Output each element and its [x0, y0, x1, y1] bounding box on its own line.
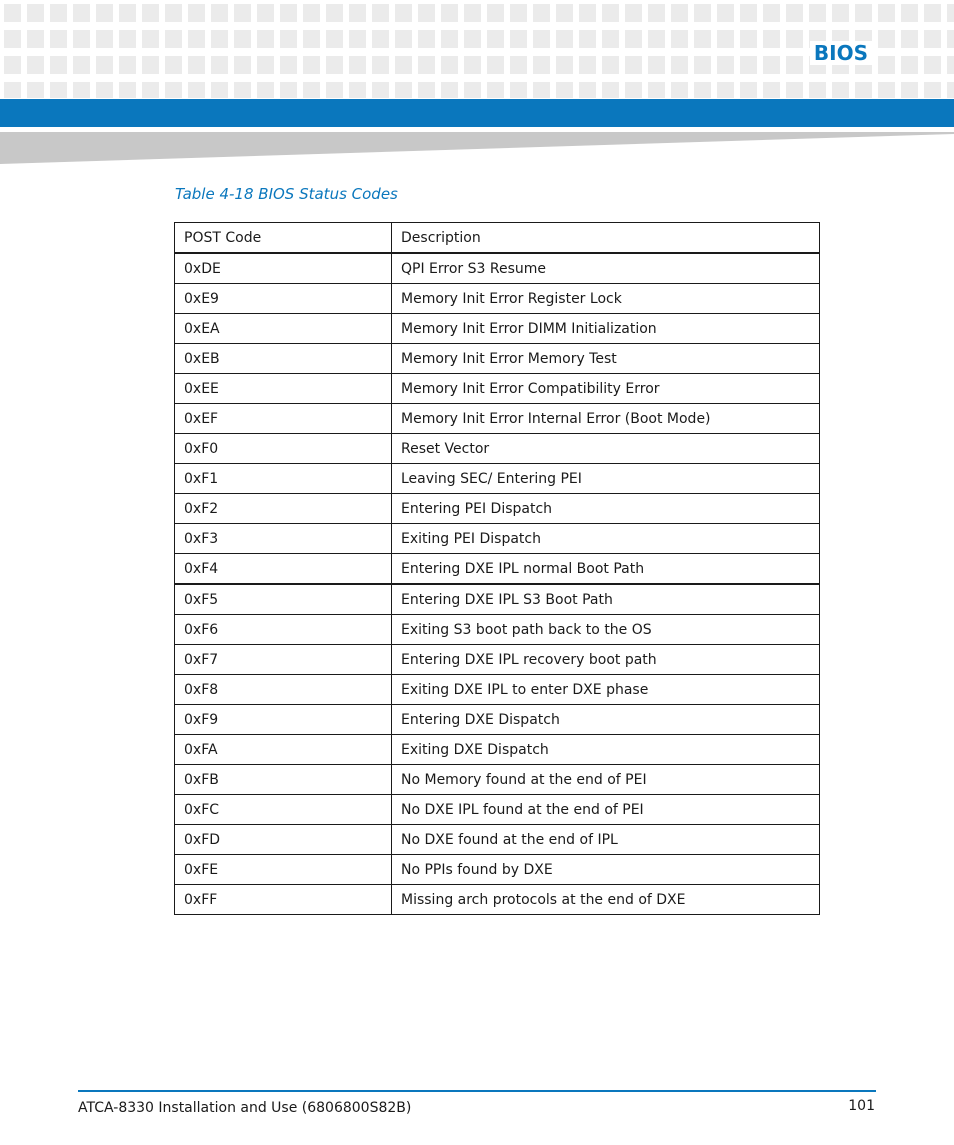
- table-row: [175, 615, 820, 645]
- table-row: [175, 735, 820, 765]
- table-row: [175, 675, 820, 705]
- description-cell: Exiting DXE Dispatch: [392, 735, 820, 765]
- post-code-cell: 0xF2: [175, 494, 392, 524]
- description-cell: Memory Init Error Internal Error (Boot Mode): [392, 404, 820, 434]
- header-blue-bar: [0, 99, 954, 127]
- description-cell: Entering PEI Dispatch: [392, 494, 820, 524]
- table-row: [175, 434, 820, 464]
- description-cell: Missing arch protocols at the end of DXE: [392, 885, 820, 915]
- table-row: [175, 253, 820, 284]
- table-body: [175, 253, 820, 915]
- table-row: [175, 855, 820, 885]
- description-cell: No PPIs found by DXE: [392, 855, 820, 885]
- table-row: [175, 825, 820, 855]
- post-code-cell: 0xEA: [175, 314, 392, 344]
- post-code-cell: 0xEB: [175, 344, 392, 374]
- table-row: [175, 765, 820, 795]
- description-cell: Exiting PEI Dispatch: [392, 524, 820, 554]
- post-code-cell: 0xEF: [175, 404, 392, 434]
- bios-status-codes-table: [174, 222, 820, 915]
- table-row: [175, 795, 820, 825]
- column-header-description: Description: [392, 223, 820, 254]
- column-header-post-code: POST Code: [175, 223, 392, 254]
- table-header-row: [175, 223, 820, 254]
- description-cell: Entering DXE Dispatch: [392, 705, 820, 735]
- description-cell: Exiting DXE IPL to enter DXE phase: [392, 675, 820, 705]
- post-code-cell: 0xFD: [175, 825, 392, 855]
- post-code-cell: 0xF5: [175, 584, 392, 615]
- description-cell: Entering DXE IPL S3 Boot Path: [392, 584, 820, 615]
- post-code-cell: 0xF4: [175, 554, 392, 585]
- description-cell: Memory Init Error DIMM Initialization: [392, 314, 820, 344]
- description-cell: Memory Init Error Memory Test: [392, 344, 820, 374]
- table-row: [175, 524, 820, 554]
- post-code-cell: 0xE9: [175, 284, 392, 314]
- footer-rule: [78, 1090, 876, 1092]
- post-code-cell: 0xF0: [175, 434, 392, 464]
- post-code-cell: 0xEE: [175, 374, 392, 404]
- post-code-cell: 0xFF: [175, 885, 392, 915]
- table-row: [175, 464, 820, 494]
- footer-document-title: ATCA-8330 Installation and Use (6806800S82B): [78, 1100, 412, 1116]
- table-row: [175, 554, 820, 585]
- page-number: 101: [848, 1098, 875, 1114]
- description-cell: Entering DXE IPL recovery boot path: [392, 645, 820, 675]
- description-cell: Memory Init Error Compatibility Error: [392, 374, 820, 404]
- post-code-cell: 0xFE: [175, 855, 392, 885]
- post-code-cell: 0xF9: [175, 705, 392, 735]
- post-code-cell: 0xF3: [175, 524, 392, 554]
- post-code-cell: 0xDE: [175, 253, 392, 284]
- table-row: [175, 284, 820, 314]
- post-code-cell: 0xFC: [175, 795, 392, 825]
- description-cell: Memory Init Error Register Lock: [392, 284, 820, 314]
- post-code-cell: 0xF8: [175, 675, 392, 705]
- table-row: [175, 584, 820, 615]
- table-row: [175, 645, 820, 675]
- table-row: [175, 705, 820, 735]
- table-row: [175, 494, 820, 524]
- header-gray-wedge: [0, 128, 954, 164]
- table-row: [175, 404, 820, 434]
- section-title: BIOS: [810, 41, 872, 65]
- description-cell: Leaving SEC/ Entering PEI: [392, 464, 820, 494]
- table-row: [175, 314, 820, 344]
- table-row: [175, 374, 820, 404]
- post-code-cell: 0xFA: [175, 735, 392, 765]
- description-cell: Entering DXE IPL normal Boot Path: [392, 554, 820, 585]
- description-cell: No DXE found at the end of IPL: [392, 825, 820, 855]
- description-cell: QPI Error S3 Resume: [392, 253, 820, 284]
- table-row: [175, 885, 820, 915]
- post-code-cell: 0xF1: [175, 464, 392, 494]
- description-cell: No Memory found at the end of PEI: [392, 765, 820, 795]
- description-cell: No DXE IPL found at the end of PEI: [392, 795, 820, 825]
- table-row: [175, 344, 820, 374]
- post-code-cell: 0xF7: [175, 645, 392, 675]
- post-code-cell: 0xF6: [175, 615, 392, 645]
- post-code-cell: 0xFB: [175, 765, 392, 795]
- description-cell: Exiting S3 boot path back to the OS: [392, 615, 820, 645]
- description-cell: Reset Vector: [392, 434, 820, 464]
- table-caption: Table 4-18 BIOS Status Codes: [175, 185, 398, 203]
